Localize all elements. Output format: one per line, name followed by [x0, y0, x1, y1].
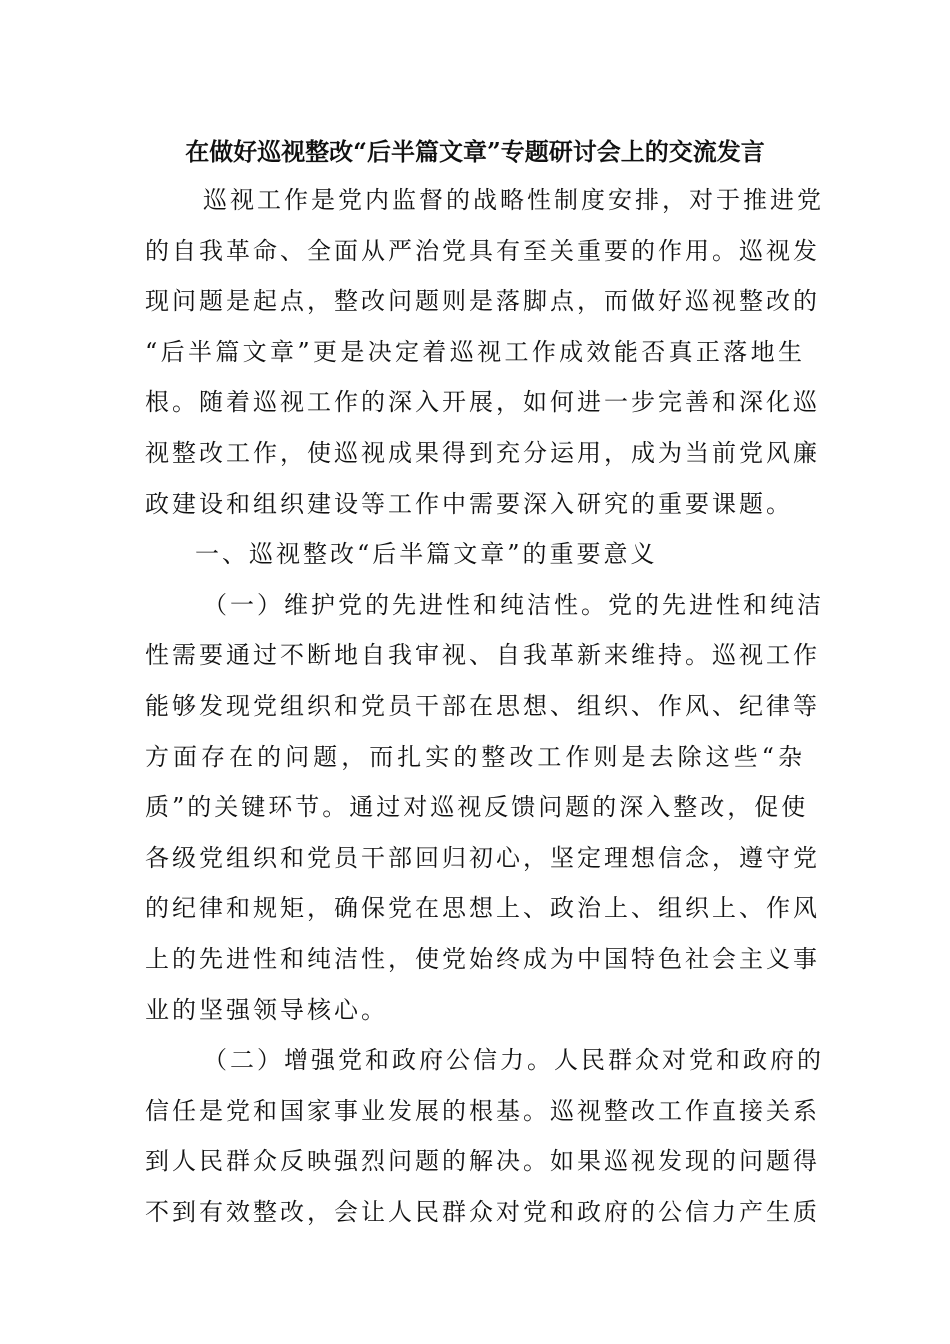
paragraph-line: 不到有效整改，会让人民群众对党和政府的公信力产生质 [145, 1197, 820, 1226]
paragraph-line: 的自我革命、全面从严治党具有至关重要的作用。巡视发 [145, 236, 820, 265]
paragraph-line: 信任是党和国家事业发展的根基。巡视整改工作直接关系 [145, 1096, 820, 1125]
paragraph-line: 各级党组织和党员干部回归初心，坚定理想信念，遵守党 [145, 843, 820, 872]
paragraph-line: 上的先进性和纯洁性，使党始终成为中国特色社会主义事 [145, 944, 820, 973]
paragraph-line: 质”的关键环节。通过对巡视反馈问题的深入整改，促使 [145, 793, 809, 822]
section-heading: 一、巡视整改“后半篇文章”的重要意义 [195, 540, 658, 569]
paragraph-line: “后半篇文章”更是决定着巡视工作成效能否真正落地生 [145, 337, 805, 366]
document-body [145, 182, 824, 1244]
paragraph-line: 政建设和组织建设等工作中需要深入研究的重要课题。 [145, 489, 793, 518]
paragraph-line: 的纪律和规矩，确保党在思想上、政治上、组织上、作风 [145, 894, 820, 923]
paragraph-line: （一）维护党的先进性和纯洁性。党的先进性和纯洁 [203, 590, 824, 619]
paragraph-line: （二）增强党和政府公信力。人民群众对党和政府的 [203, 1046, 824, 1075]
paragraph-line: 到人民群众反映强烈问题的解决。如果巡视发现的问题得 [145, 1147, 820, 1176]
paragraph-line: 业的坚强领导核心。 [145, 995, 388, 1024]
paragraph-line: 性需要通过不断地自我审视、自我革新来维持。巡视工作 [145, 641, 820, 670]
paragraph-line: 巡视工作是党内监督的战略性制度安排，对于推进党 [203, 186, 824, 214]
paragraph-line: 能够发现党组织和党员干部在思想、组织、作风、纪律等 [145, 691, 820, 720]
document-title: 在做好巡视整改“后半篇文章”专题研讨会上的交流发言 [185, 137, 765, 166]
paragraph-line: 根。随着巡视工作的深入开展，如何进一步完善和深化巡 [145, 388, 820, 417]
paragraph-line: 方面存在的问题，而扎实的整改工作则是去除这些“杂 [145, 742, 805, 771]
paragraph-line: 视整改工作，使巡视成果得到充分运用，成为当前党风廉 [145, 438, 820, 467]
paragraph-line: 现问题是起点，整改问题则是落脚点，而做好巡视整改的 [145, 287, 820, 316]
